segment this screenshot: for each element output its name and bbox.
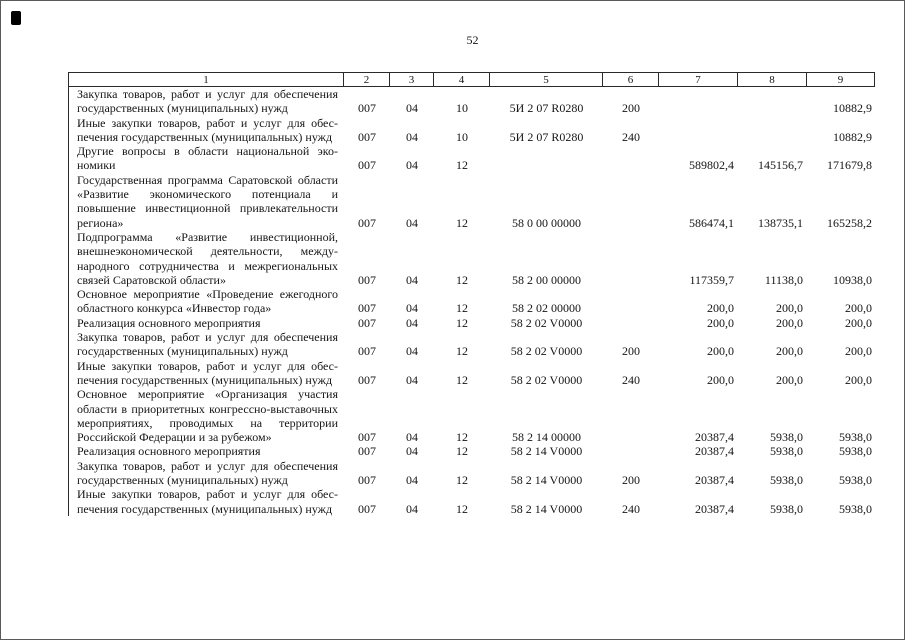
row-cell: 240 (622, 501, 640, 516)
row-cell: 12 (456, 501, 468, 516)
row-cell: 58 2 14 V0000 (510, 473, 583, 488)
row-cell: 58 0 00 00000 (512, 215, 581, 230)
table-row (69, 87, 875, 116)
row-cell: 10882,9 (833, 101, 872, 116)
row-cell: 5938,0 (770, 430, 803, 445)
row-cell: 200,0 (707, 301, 734, 316)
row-cell: 04 (406, 301, 418, 316)
table-row (69, 444, 875, 458)
row-cell: 20387,4 (695, 473, 734, 488)
scan-corner-mark (11, 11, 21, 25)
row-cell: 10938,0 (833, 272, 872, 287)
column-header: 3 (389, 72, 433, 87)
row-cell: 12 (456, 372, 468, 387)
row-cell: 04 (406, 272, 418, 287)
row-label: Основное мероприятие «Организация участия области в приоритетных конгрессно-выставочных мероприятиях, проводимых на территории Российской Федерации и за рубежом» (77, 387, 338, 445)
row-cell: 58 2 14 V0000 (510, 501, 583, 516)
row-label: Подпрограмма «Развитие инвестиционной, внешнеэкономической деятельности, международного сотрудничества и межрегиональных связей Саратовской области» (77, 229, 338, 287)
row-cell: 04 (406, 101, 418, 116)
row-cell: 5И 2 07 R0280 (509, 101, 584, 116)
page-number: 52 (466, 33, 479, 47)
row-cell: 240 (622, 129, 640, 144)
column-header: 1 (68, 72, 343, 87)
table-header-row (68, 72, 875, 87)
row-cell: 04 (406, 501, 418, 516)
row-cell: 117359,7 (689, 272, 734, 287)
row-cell: 200 (622, 101, 640, 116)
row-label: Основное мероприятие «Проведение ежегодного областного конкурса «Инвестор года» (77, 287, 338, 316)
row-cell: 12 (456, 473, 468, 488)
row-cell: 007 (358, 344, 376, 359)
table-row (69, 387, 875, 444)
row-cell: 5938,0 (770, 501, 803, 516)
row-cell: 007 (358, 315, 376, 330)
budget-table (68, 72, 875, 516)
row-cell: 11138,0 (764, 272, 803, 287)
row-label: Закупка товаров, работ и услуг для обеспечения государственных (муниципальных) нужд (77, 87, 338, 116)
row-cell: 007 (358, 430, 376, 445)
row-cell: 200,0 (776, 301, 803, 316)
row-cell: 007 (358, 444, 376, 459)
row-label: Иные закупки товаров, работ и услуг для обеспечения государственных (муниципальных) нужд (77, 115, 338, 144)
row-cell: 5938,0 (770, 473, 803, 488)
row-cell: 589802,4 (689, 158, 734, 173)
row-cell: 5938,0 (839, 473, 872, 488)
row-cell: 20387,4 (695, 444, 734, 459)
row-cell: 200,0 (707, 372, 734, 387)
table-row (69, 316, 875, 330)
row-label: Иные закупки товаров, работ и услуг для обеспечения государственных (муниципальных) нужд (77, 487, 338, 516)
table-body (68, 87, 875, 516)
row-cell: 04 (406, 158, 418, 173)
row-cell: 200,0 (845, 344, 872, 359)
row-cell: 04 (406, 344, 418, 359)
row-cell: 58 2 02 V0000 (510, 372, 583, 387)
row-cell: 5938,0 (770, 444, 803, 459)
row-cell: 240 (622, 372, 640, 387)
row-cell: 007 (358, 272, 376, 287)
row-label: Государственная программа Саратовской области «Развитие экономического потенциала и повышение инвестиционной привлекательности региона» (77, 172, 338, 230)
column-header: 2 (343, 72, 389, 87)
row-label: Закупка товаров, работ и услуг для обеспечения государственных (муниципальных) нужд (77, 330, 338, 359)
row-cell: 58 2 02 V0000 (510, 344, 583, 359)
row-cell: 200 (622, 344, 640, 359)
column-header: 7 (658, 72, 737, 87)
table-row (69, 230, 875, 287)
row-cell: 04 (406, 215, 418, 230)
row-cell: 200,0 (707, 344, 734, 359)
row-cell: 200,0 (776, 315, 803, 330)
table-row (69, 116, 875, 145)
row-cell: 12 (456, 444, 468, 459)
column-header: 4 (433, 72, 489, 87)
row-cell: 04 (406, 129, 418, 144)
row-cell: 5938,0 (839, 430, 872, 445)
table-row (69, 459, 875, 488)
row-cell: 138735,1 (758, 215, 803, 230)
table-row (69, 173, 875, 230)
row-cell: 007 (358, 372, 376, 387)
row-cell: 12 (456, 430, 468, 445)
row-cell: 58 2 02 00000 (512, 301, 581, 316)
row-label: Реализация основного мероприятия (77, 444, 261, 459)
row-label: Реализация основного мероприятия (77, 315, 261, 330)
row-cell: 04 (406, 444, 418, 459)
row-cell: 12 (456, 344, 468, 359)
column-header: 8 (737, 72, 806, 87)
row-cell: 58 2 02 V0000 (510, 315, 583, 330)
row-cell: 007 (358, 215, 376, 230)
column-header: 9 (806, 72, 875, 87)
row-cell: 10882,9 (833, 129, 872, 144)
row-cell: 200,0 (845, 301, 872, 316)
row-cell: 12 (456, 158, 468, 173)
row-cell: 007 (358, 501, 376, 516)
row-cell: 20387,4 (695, 430, 734, 445)
row-cell: 10 (456, 101, 468, 116)
row-cell: 007 (358, 473, 376, 488)
row-label: Закупка товаров, работ и услуг для обеспечения государственных (муниципальных) нужд (77, 458, 338, 488)
row-cell: 5И 2 07 R0280 (509, 129, 584, 144)
row-cell: 5938,0 (839, 444, 872, 459)
row-cell: 200 (622, 473, 640, 488)
row-cell: 586474,1 (689, 215, 734, 230)
row-cell: 145156,7 (758, 158, 803, 173)
row-cell: 12 (456, 215, 468, 230)
row-cell: 10 (456, 129, 468, 144)
table-row (69, 330, 875, 359)
column-header: 6 (602, 72, 658, 87)
row-cell: 58 2 14 00000 (512, 430, 581, 445)
row-cell: 58 2 00 00000 (512, 272, 581, 287)
row-cell: 04 (406, 315, 418, 330)
row-cell: 007 (358, 158, 376, 173)
row-cell: 200,0 (845, 372, 872, 387)
row-cell: 171679,8 (827, 158, 872, 173)
row-label: Другие вопросы в области национальной экономики (77, 144, 338, 173)
table-row (69, 359, 875, 388)
row-cell: 20387,4 (695, 501, 734, 516)
row-cell: 12 (456, 301, 468, 316)
row-cell: 200,0 (776, 344, 803, 359)
row-cell: 200,0 (776, 372, 803, 387)
row-cell: 007 (358, 301, 376, 316)
table-row (69, 144, 875, 173)
row-cell: 200,0 (845, 315, 872, 330)
row-cell: 58 2 14 V0000 (510, 444, 583, 459)
table-row (69, 487, 875, 516)
row-label: Иные закупки товаров, работ и услуг для обеспечения государственных (муниципальных) нужд (77, 358, 338, 387)
row-cell: 165258,2 (827, 215, 872, 230)
row-cell: 12 (456, 315, 468, 330)
row-cell: 5938,0 (839, 501, 872, 516)
row-cell: 007 (358, 101, 376, 116)
table-row (69, 287, 875, 316)
row-cell: 12 (456, 272, 468, 287)
row-cell: 04 (406, 430, 418, 445)
column-header: 5 (489, 72, 602, 87)
row-cell: 04 (406, 473, 418, 488)
row-cell: 200,0 (707, 315, 734, 330)
row-cell: 007 (358, 129, 376, 144)
row-cell: 04 (406, 372, 418, 387)
